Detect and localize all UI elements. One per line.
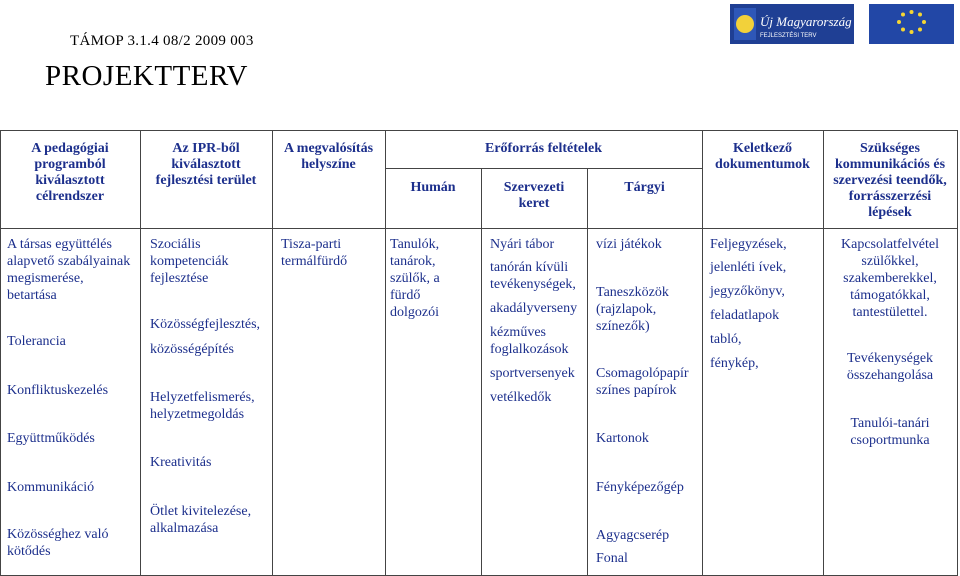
col1-item-2: Tolerancia: [7, 334, 66, 349]
col1-item-4: Együttműködés: [7, 431, 95, 446]
col7-item-6: fénykép,: [710, 356, 759, 371]
col8-item-2: Tevékenységek összehangolása: [846, 351, 934, 383]
col6-item-2: Taneszközök (rajzlapok, színezők): [596, 285, 669, 334]
col2-item-6: Ötlet kivitelezése, alkalmazása: [150, 504, 252, 536]
header-human: Humán: [410, 180, 456, 195]
col1-item-1: A társas együttélés alapvető szabályainak megismerése, betartása: [7, 237, 131, 303]
col5-item-1: Nyári tábor: [490, 237, 555, 252]
col2-item-4: Helyzetfelismerés, helyzetmegoldás: [150, 390, 255, 422]
col1-item-6: Közösséghez való kötődés: [7, 527, 109, 559]
col7-item-5: tabló,: [710, 332, 742, 347]
header-col-comm: Szükséges kommunikációs és szervezési teendők, forrásszerzési lépések: [833, 141, 947, 220]
header-material: Tárgyi: [624, 180, 665, 195]
col6-item-5: Fényképezőgép: [596, 480, 684, 495]
header-resources: Erőforrás feltételek: [485, 141, 602, 156]
header-col-location: A megvalósítás helyszíne: [283, 141, 374, 172]
project-code: TÁMOP 3.1.4 08/2 2009 003: [70, 33, 254, 49]
col1-item-5: Kommunikáció: [7, 480, 95, 495]
col6-item-7: Fonal: [596, 551, 628, 566]
col7-item-1: Feljegyzések,: [710, 237, 787, 252]
col2-item-2: Közösségfejlesztés,: [150, 317, 261, 332]
header-org: Szervezeti keret: [503, 180, 565, 211]
logo-main-text: Új Magyarország: [760, 14, 852, 29]
col2-item-5: Kreativitás: [150, 455, 212, 470]
header-col-objectives: A pedagógiai programból kiválasztott célrendszer: [31, 141, 109, 204]
col5-item-5: sportversenyek: [490, 366, 575, 381]
eu-flag-logo: [869, 4, 954, 44]
col7-item-3: jegyzőkönyv,: [710, 284, 785, 299]
col5-item-3: akadályverseny: [490, 301, 578, 316]
col7-item-4: feladatlapok: [710, 308, 780, 323]
col6-item-4: Kartonok: [596, 431, 649, 446]
col5-item-6: vetélkedők: [490, 390, 552, 405]
col2-item-1: Szociális kompetenciák fejlesztése: [150, 237, 229, 286]
logo-sub-text: FEJLESZTÉSI TERV: [760, 33, 817, 39]
col1-item-3: Konfliktuskezelés: [7, 383, 109, 398]
col8-item-1: Kapcsolatfelvétel szülőkkel, szakemberekkel, támogatókkal, tantestülettel.: [841, 237, 939, 320]
col6-item-6: Agyagcserép: [596, 528, 670, 543]
header-col-docs: Keletkező dokumentumok: [715, 141, 810, 172]
col7-item-2: jelenléti ívek,: [710, 260, 787, 275]
col5-item-4: kézműves foglalkozások: [490, 325, 569, 357]
col6-item-3: Csomagolópapír színes papírok: [596, 366, 689, 398]
col8-item-3: Tanulói-tanári csoportmunka: [850, 416, 930, 448]
col2-item-3: közösségépítés: [150, 342, 234, 357]
new-hungary-logo: [730, 4, 854, 44]
col5-item-2: tanórán kívüli tevékenységek,: [490, 260, 576, 292]
header-col-ipr: Az IPR-ből kiválasztott fejlesztési terület: [155, 141, 257, 188]
page-title: PROJEKTTERV: [45, 60, 248, 92]
col3-location: Tisza-parti termálfürdő: [281, 237, 348, 269]
col4-human: Tanulók, tanárok, szülők, a fürdő dolgozói: [390, 237, 440, 320]
col6-item-1: vízi játékok: [596, 237, 662, 252]
